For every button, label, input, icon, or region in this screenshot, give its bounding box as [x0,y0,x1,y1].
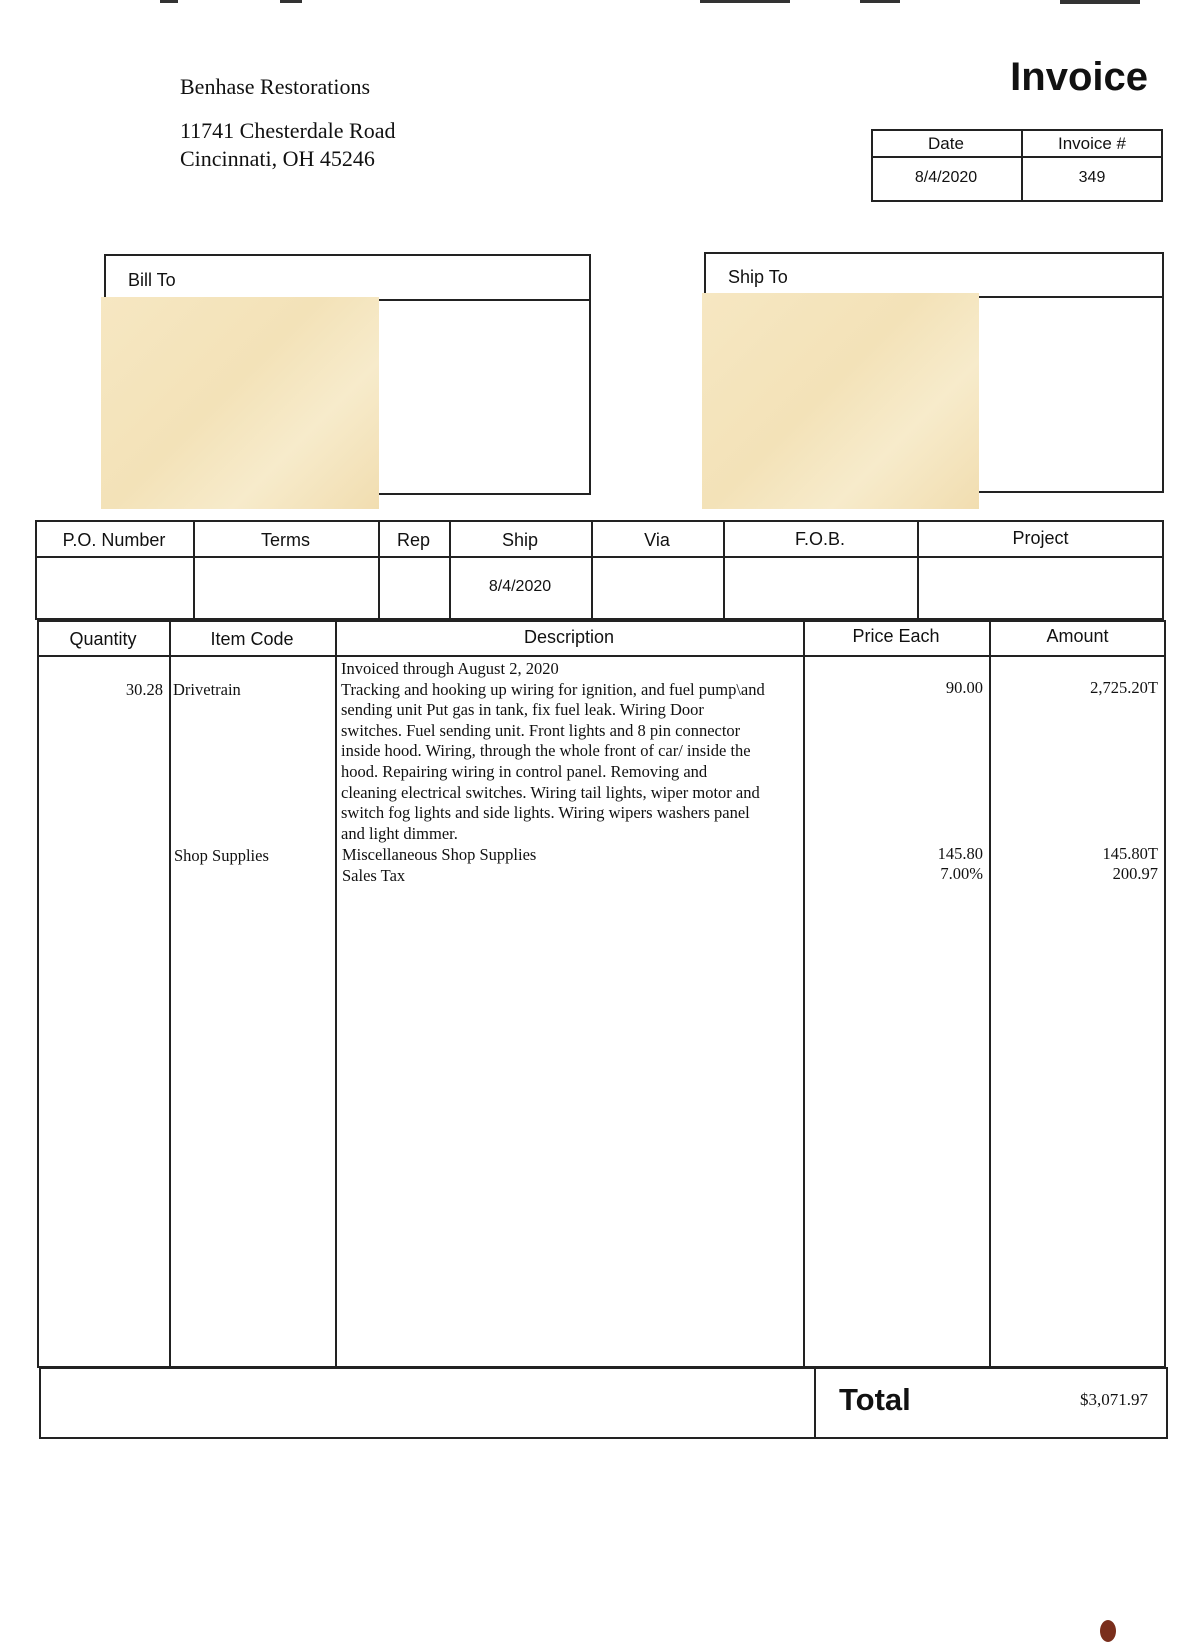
bill-to-label: Bill To [128,270,176,290]
invoice-date: 8/4/2020 [914,169,978,186]
scan-mark [860,0,900,3]
item-3-amount: 200.97 [1112,864,1158,883]
invoice-number-header: Invoice # [1057,134,1127,153]
company-name: Benhase Restorations [180,74,371,99]
company-address-line2: Cincinnati, OH 45246 [180,146,375,171]
rep-header: Rep [396,530,431,550]
total-row [39,1367,1168,1439]
scan-mark [160,0,178,3]
item-1-amount: 2,725.20T [1090,678,1158,697]
description-line: cleaning electrical switches. Wiring tail lights, wiper motor and [341,782,760,802]
total-value: $3,071.97 [1080,1390,1148,1409]
description-line: hood. Repairing wiring in control panel. Removing and [341,761,708,781]
stain [1100,1620,1116,1642]
bill-to-redaction [101,297,379,509]
total-label: Total [839,1382,911,1417]
item-2-price-each: 145.80 [937,844,983,863]
project-header: Project [1012,528,1069,548]
description-line: inside hood. Wiring, through the whole front of car/ inside the [341,741,751,761]
company-address-line1: 11741 Chesterdale Road [180,118,396,143]
description-line: Invoiced through August 2, 2020 [341,659,559,678]
invoice-number: 349 [1078,169,1106,186]
description-line: switch fog lights and side lights. Wiring wipers washers panel [341,803,750,823]
invoice-title: Invoice [1010,55,1148,99]
item-1-code: Drivetrain [173,680,241,699]
item-2-amount: 145.80T [1102,844,1158,863]
scan-mark [280,0,302,3]
description-line: Tracking and hooking up wiring for ignition, and fuel pump\and [341,679,765,699]
terms-header: Terms [261,530,310,550]
description-line: switches. Fuel sending unit. Front lights and 8 pin connector [341,720,741,740]
po-number-header: P.O. Number [62,530,166,550]
date-header: Date [928,134,964,153]
scan-mark [700,0,790,3]
item-1-description [341,659,801,844]
scan-mark [1060,0,1140,4]
quantity-header: Quantity [69,629,137,649]
item-1-quantity: 30.28 [125,680,163,699]
via-header: Via [644,530,670,550]
fob-header: F.O.B. [794,529,845,549]
item-3-description: Sales Tax [342,866,406,885]
item-2-code: Shop Supplies [174,846,269,865]
ship-date-value: 8/4/2020 [488,578,552,595]
amount-header: Amount [1046,626,1109,646]
description-line: and light dimmer. [341,823,458,843]
ship-to-redaction [702,293,979,509]
item-code-header: Item Code [210,629,294,649]
description-line: sending unit Put gas in tank, fix fuel leak. Wiring Door [341,700,704,720]
ship-to-label: Ship To [728,267,788,287]
item-2-description: Miscellaneous Shop Supplies [342,845,537,864]
item-3-price-each: 7.00% [940,864,983,883]
ship-header: Ship [501,530,539,550]
item-1-price-each: 90.00 [945,678,983,697]
price-each-header: Price Each [852,626,940,646]
description-header: Description [523,627,615,647]
